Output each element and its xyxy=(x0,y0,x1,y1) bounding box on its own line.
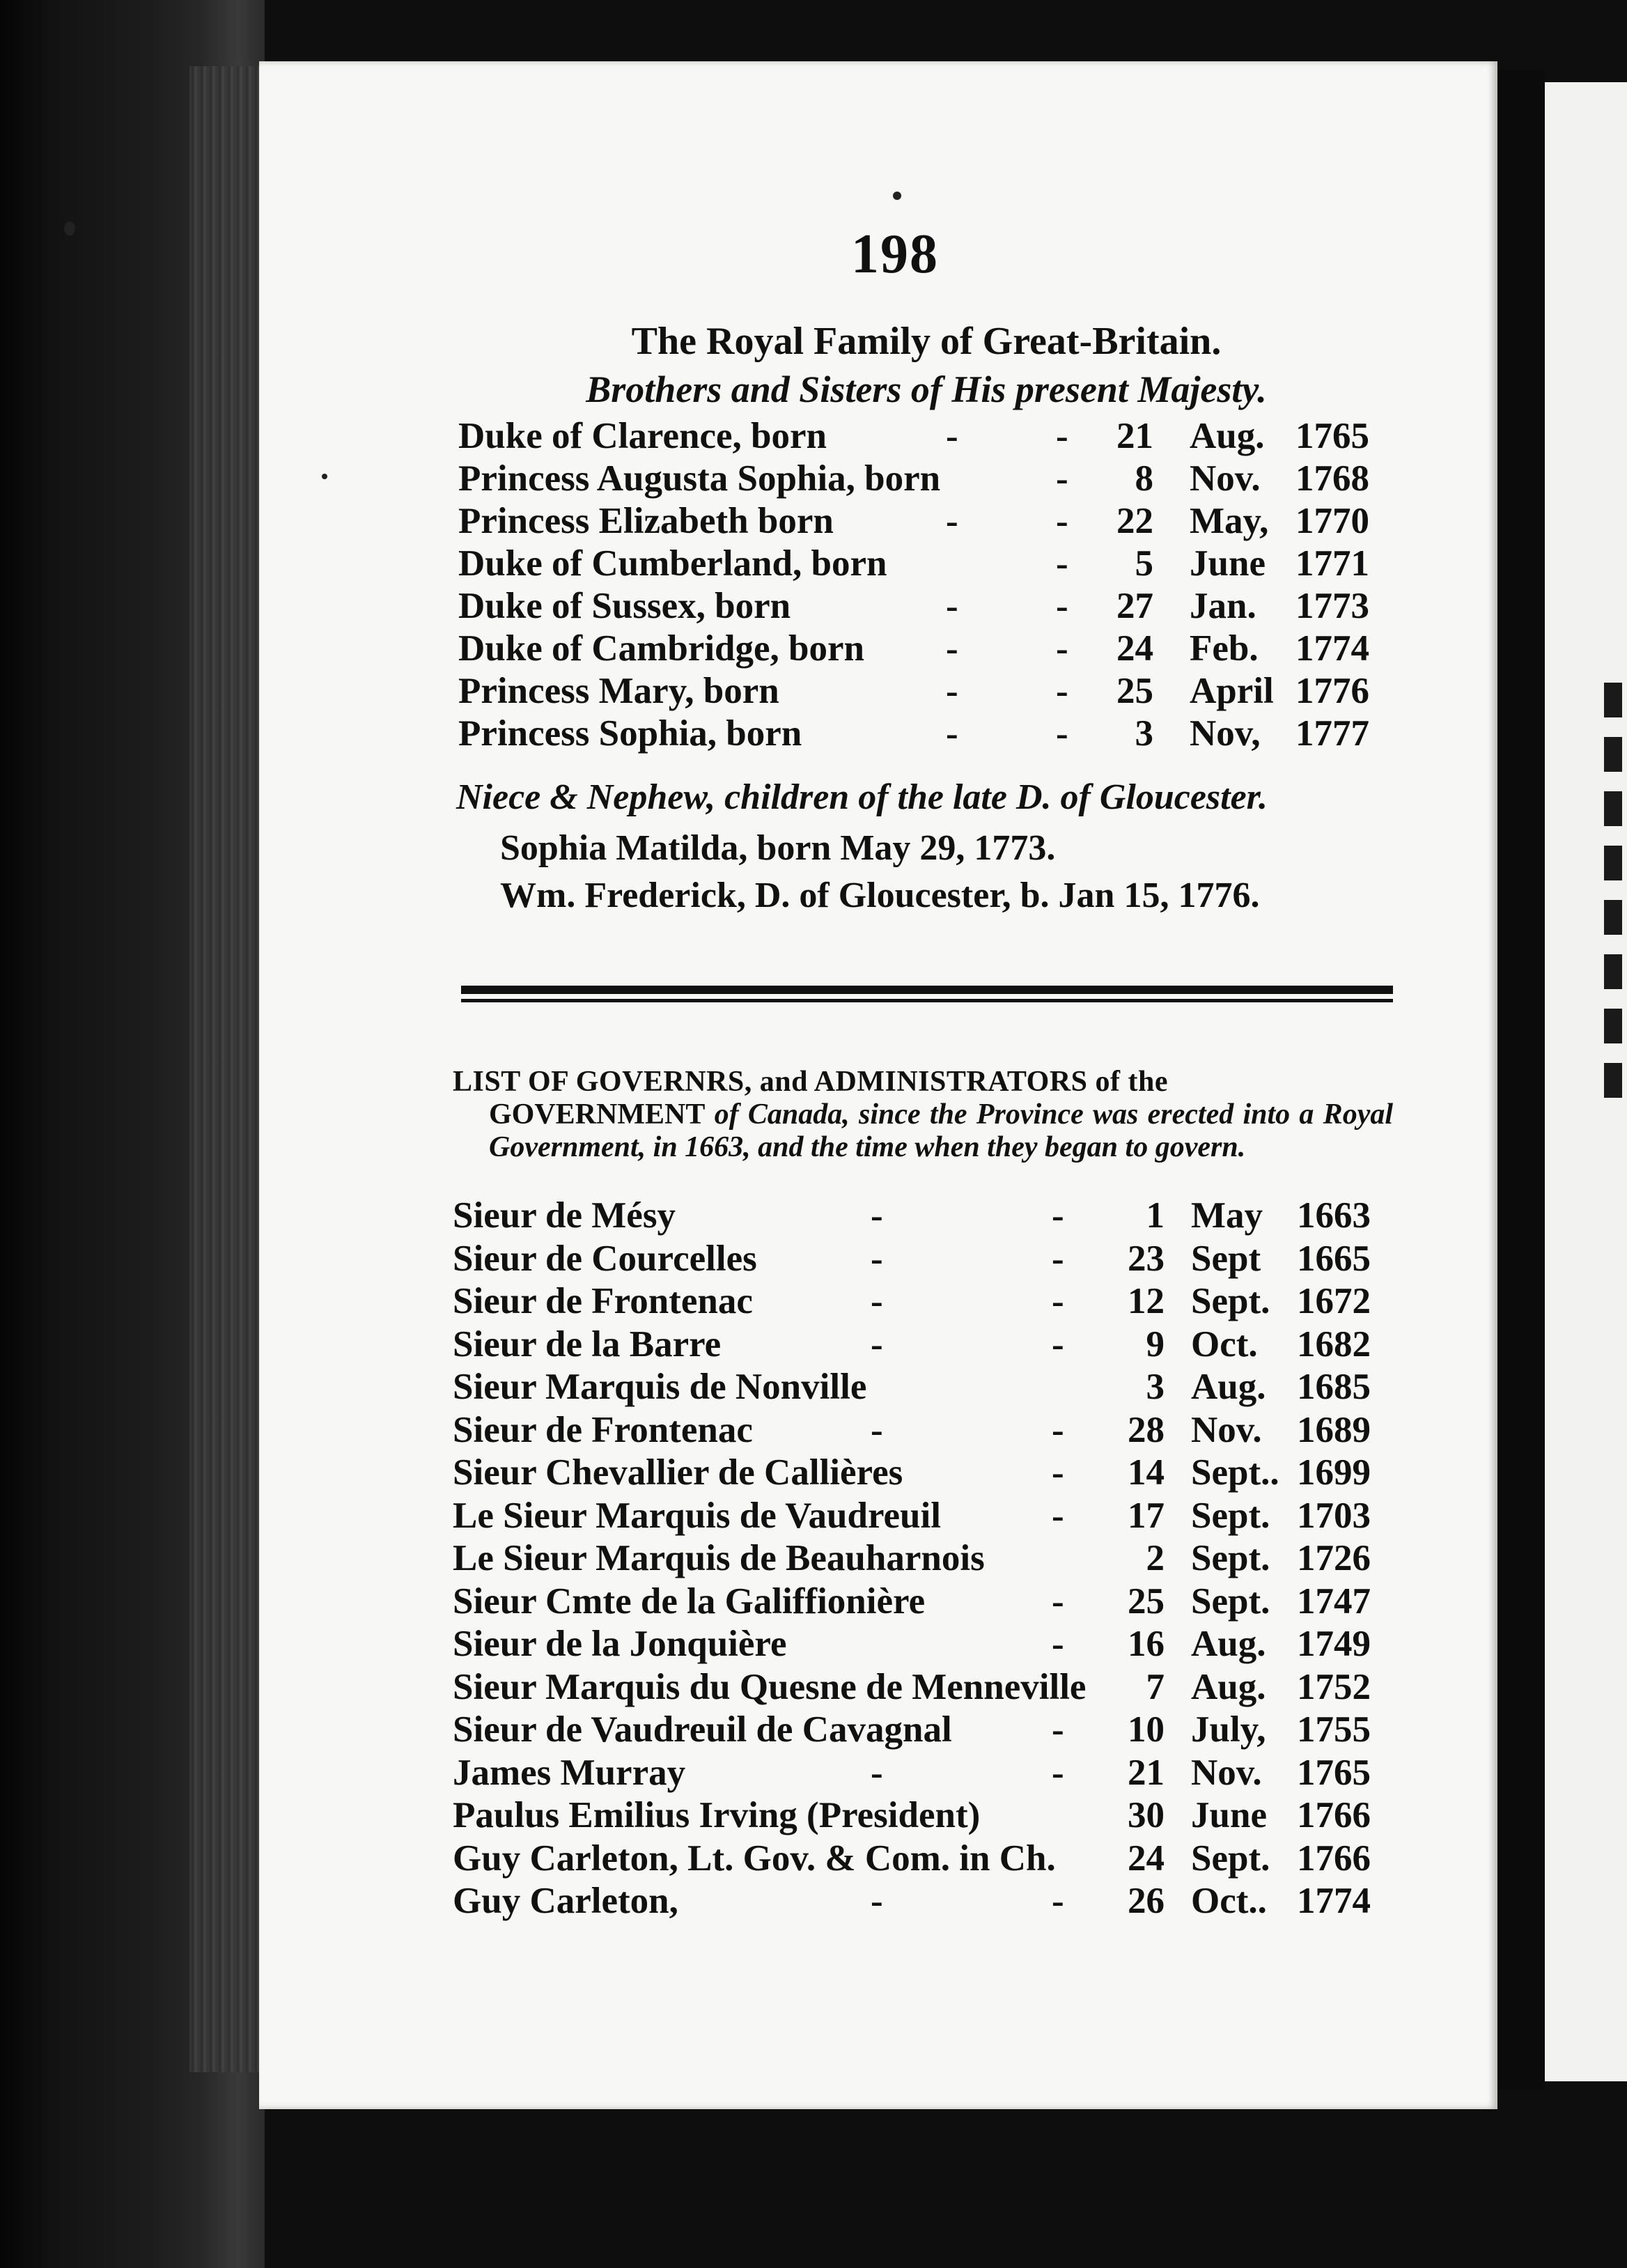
entry-name: Princess Mary, born xyxy=(458,671,779,711)
entry-name: Sieur Chevallier de Callières xyxy=(453,1452,903,1493)
governors-heading-caps: GOVERNMENT xyxy=(489,1098,706,1131)
entry-month: Aug. xyxy=(1191,1624,1266,1664)
niece-line: Sophia Matilda, born May 29, 1773. xyxy=(500,828,1056,868)
entry-month: Aug. xyxy=(1191,1367,1266,1407)
entry-day: 28 xyxy=(1128,1409,1165,1450)
niece-nephew-heading: Niece & Nephew, children of the late D. of Gloucester. xyxy=(456,777,1268,817)
entry-name: Duke of Cumberland, born xyxy=(458,543,887,584)
entry-d1: - xyxy=(871,1881,883,1921)
entry-day: 24 xyxy=(1128,1838,1165,1879)
entry-day: 23 xyxy=(1128,1238,1165,1279)
entry-month: Sept. xyxy=(1191,1281,1270,1321)
entry-month: Sept. xyxy=(1191,1580,1270,1622)
governor-entry xyxy=(453,1452,1393,1493)
entry-year: 1682 xyxy=(1297,1323,1371,1365)
specks xyxy=(64,222,75,235)
governors-heading-continued xyxy=(453,1098,1393,1164)
governor-entry xyxy=(453,1709,1393,1750)
entry-name: Sieur de la Jonquière xyxy=(453,1624,787,1664)
governor-entry xyxy=(453,1238,1393,1280)
entry-day: 1 xyxy=(1146,1195,1165,1236)
royal-family-entry xyxy=(458,458,1392,499)
entry-month: June xyxy=(1191,1795,1267,1835)
governor-entry xyxy=(453,1838,1393,1879)
entry-year: 1766 xyxy=(1297,1795,1371,1835)
page-number: 198 xyxy=(851,224,939,285)
entry-day: 22 xyxy=(1116,501,1153,541)
entry-year: 1776 xyxy=(1295,671,1369,711)
governor-entry xyxy=(453,1752,1393,1794)
entry-name: Princess Augusta Sophia, born xyxy=(458,458,941,499)
entry-year: 1768 xyxy=(1295,458,1369,499)
royal-family-entry xyxy=(458,543,1392,584)
entry-d2: - xyxy=(1052,1495,1064,1536)
entry-month: June xyxy=(1190,543,1266,584)
entry-name: Princess Elizabeth born xyxy=(458,501,834,541)
entry-month: Oct. xyxy=(1191,1323,1258,1365)
entry-d1: - xyxy=(871,1323,883,1365)
entry-d1: - xyxy=(946,586,958,626)
governors-heading-line: LIST OF GOVERNRS, and ADMINISTRATORS of the xyxy=(453,1066,1168,1098)
entry-year: 1672 xyxy=(1297,1281,1371,1321)
entry-day: 25 xyxy=(1116,671,1153,711)
section-divider-thin xyxy=(461,999,1393,1002)
entry-name: Sieur Cmte de la Galiffionière xyxy=(453,1580,926,1622)
entry-month: Aug. xyxy=(1191,1666,1266,1707)
entry-year: 1774 xyxy=(1297,1881,1371,1921)
entry-year: 1665 xyxy=(1297,1238,1371,1279)
royal-family-entry xyxy=(458,415,1392,457)
entry-month: Sept. xyxy=(1191,1538,1270,1578)
entry-d1: - xyxy=(946,671,958,711)
entry-month: Sept. xyxy=(1191,1495,1270,1536)
entry-d2: - xyxy=(1056,458,1068,499)
entry-name: Sieur Marquis du Quesne de Menneville xyxy=(453,1666,1087,1707)
entry-d1: - xyxy=(946,416,958,456)
entry-d2: - xyxy=(1056,543,1068,584)
section-divider xyxy=(461,986,1393,994)
entry-name: Sieur Marquis de Nonville xyxy=(453,1367,867,1407)
governor-entry xyxy=(453,1409,1393,1451)
entry-name: Sieur de Frontenac xyxy=(453,1409,753,1450)
entry-month: Nov. xyxy=(1190,458,1261,499)
entry-d2: - xyxy=(1056,713,1068,754)
royal-family-subtitle: Brothers and Sisters of His present Majesty. xyxy=(586,368,1267,410)
entry-year: 1765 xyxy=(1295,416,1369,456)
ink-dot xyxy=(893,192,901,200)
entry-year: 1765 xyxy=(1297,1752,1371,1793)
entry-day: 30 xyxy=(1128,1795,1165,1835)
governor-entry xyxy=(453,1195,1393,1236)
entry-day: 2 xyxy=(1146,1538,1165,1578)
entry-year: 1755 xyxy=(1297,1709,1371,1750)
entry-day: 14 xyxy=(1128,1452,1165,1493)
governor-entry xyxy=(453,1580,1393,1622)
entry-name: Guy Carleton, xyxy=(453,1881,678,1921)
entry-name: Paulus Emilius Irving (President) xyxy=(453,1795,981,1835)
book-gutter xyxy=(1497,70,1545,2090)
entry-name: Princess Sophia, born xyxy=(458,713,802,754)
royal-family-entry xyxy=(458,713,1392,754)
entry-year: 1773 xyxy=(1295,586,1369,626)
nephew-line: Wm. Frederick, D. of Gloucester, b. Jan 15, 1776. xyxy=(500,876,1260,915)
entry-day: 16 xyxy=(1128,1624,1165,1664)
entry-d1: - xyxy=(871,1195,883,1236)
entry-d1: - xyxy=(871,1752,883,1793)
entry-d1: - xyxy=(871,1409,883,1450)
entry-name: Sieur de Courcelles xyxy=(453,1238,757,1279)
entry-d2: - xyxy=(1052,1195,1064,1236)
entry-year: 1726 xyxy=(1297,1538,1371,1578)
governor-entry xyxy=(453,1366,1393,1408)
entry-d1: - xyxy=(871,1238,883,1279)
royal-family-entry xyxy=(458,670,1392,712)
entry-year: 1699 xyxy=(1297,1452,1371,1493)
entry-day: 5 xyxy=(1135,543,1153,584)
royal-family-entry xyxy=(458,500,1392,542)
specks xyxy=(322,474,327,479)
entry-month: Sept. xyxy=(1191,1838,1270,1879)
entry-month: Jan. xyxy=(1190,586,1256,626)
governor-entry xyxy=(453,1537,1393,1579)
entry-month: Sept.. xyxy=(1191,1452,1279,1493)
entry-day: 21 xyxy=(1128,1752,1165,1793)
entry-day: 10 xyxy=(1128,1709,1165,1750)
facing-page-text-fragments xyxy=(1599,683,1627,1310)
entry-d2: - xyxy=(1052,1452,1064,1493)
entry-name: James Murray xyxy=(453,1752,686,1793)
entry-day: 26 xyxy=(1128,1881,1165,1921)
entry-day: 12 xyxy=(1128,1281,1165,1321)
governor-entry xyxy=(453,1880,1393,1922)
entry-name: Duke of Cambridge, born xyxy=(458,628,865,669)
entry-day: 24 xyxy=(1116,628,1153,669)
entry-year: 1747 xyxy=(1297,1580,1371,1622)
entry-d2: - xyxy=(1056,628,1068,669)
governor-entry xyxy=(453,1495,1393,1537)
governor-entry xyxy=(453,1280,1393,1322)
entry-d2: - xyxy=(1052,1323,1064,1365)
entry-d2: - xyxy=(1052,1238,1064,1279)
entry-month: May, xyxy=(1190,501,1269,541)
entry-d1: - xyxy=(946,501,958,541)
entry-year: 1685 xyxy=(1297,1367,1371,1407)
entry-month: Nov. xyxy=(1191,1409,1262,1450)
entry-day: 17 xyxy=(1128,1495,1165,1536)
entry-d2: - xyxy=(1056,416,1068,456)
entry-name: Duke of Clarence, born xyxy=(458,416,827,456)
governor-entry xyxy=(453,1666,1393,1708)
entry-month: Nov. xyxy=(1191,1752,1262,1793)
governors-heading xyxy=(453,1066,1393,1164)
entry-name: Sieur de la Barre xyxy=(453,1323,722,1365)
entry-d2: - xyxy=(1056,671,1068,711)
entry-d2: - xyxy=(1052,1752,1064,1793)
entry-d2: - xyxy=(1056,586,1068,626)
governors-heading-italic: of Canada, since the Province was erected into a Royal Government, in 1663, and the time when they began to govern. xyxy=(489,1098,1394,1163)
governor-entry xyxy=(453,1623,1393,1665)
entry-name: Duke of Sussex, born xyxy=(458,586,791,626)
entry-month: Feb. xyxy=(1190,628,1259,669)
entry-day: 25 xyxy=(1128,1580,1165,1622)
entry-year: 1663 xyxy=(1297,1195,1371,1236)
entry-name: Sieur de Mésy xyxy=(453,1195,676,1236)
royal-family-entry xyxy=(458,628,1392,669)
entry-month: July, xyxy=(1191,1709,1266,1750)
royal-family-title: The Royal Family of Great-Britain. xyxy=(631,320,1222,363)
entry-d2: - xyxy=(1052,1709,1064,1750)
entry-name: Sieur de Frontenac xyxy=(453,1281,753,1321)
entry-name: Guy Carleton, Lt. Gov. & Com. in Ch. xyxy=(453,1838,1056,1879)
entry-year: 1703 xyxy=(1297,1495,1371,1536)
entry-month: Nov, xyxy=(1190,713,1261,754)
entry-name: Le Sieur Marquis de Vaudreuil xyxy=(453,1495,941,1536)
entry-month: April xyxy=(1190,671,1274,711)
entry-month: May xyxy=(1191,1195,1263,1236)
entry-year: 1749 xyxy=(1297,1624,1371,1664)
entry-month: Sept xyxy=(1191,1238,1261,1279)
governor-entry xyxy=(453,1794,1393,1836)
entry-d1: - xyxy=(946,628,958,669)
entry-d2: - xyxy=(1052,1409,1064,1450)
entry-year: 1766 xyxy=(1297,1838,1371,1879)
entry-d2: - xyxy=(1052,1580,1064,1622)
entry-month: Oct.. xyxy=(1191,1881,1267,1921)
royal-family-entry xyxy=(458,585,1392,627)
entry-d1: - xyxy=(946,713,958,754)
entry-year: 1774 xyxy=(1295,628,1369,669)
entry-year: 1689 xyxy=(1297,1409,1371,1450)
entry-d2: - xyxy=(1052,1881,1064,1921)
entry-d2: - xyxy=(1052,1281,1064,1321)
entry-d1: - xyxy=(871,1281,883,1321)
entry-day: 3 xyxy=(1135,713,1153,754)
entry-d2: - xyxy=(1052,1624,1064,1664)
entry-year: 1771 xyxy=(1295,543,1369,584)
entry-month: Aug. xyxy=(1190,416,1265,456)
entry-day: 3 xyxy=(1146,1367,1165,1407)
entry-name: Sieur de Vaudreuil de Cavagnal xyxy=(453,1709,952,1750)
entry-d2: - xyxy=(1056,501,1068,541)
entry-day: 7 xyxy=(1146,1666,1165,1707)
entry-year: 1770 xyxy=(1295,501,1369,541)
entry-year: 1752 xyxy=(1297,1666,1371,1707)
governor-entry xyxy=(453,1323,1393,1365)
entry-day: 9 xyxy=(1146,1323,1165,1365)
entry-name: Le Sieur Marquis de Beauharnois xyxy=(453,1538,985,1578)
entry-day: 8 xyxy=(1135,458,1153,499)
entry-day: 27 xyxy=(1116,586,1153,626)
entry-day: 21 xyxy=(1116,416,1153,456)
entry-year: 1777 xyxy=(1295,713,1369,754)
